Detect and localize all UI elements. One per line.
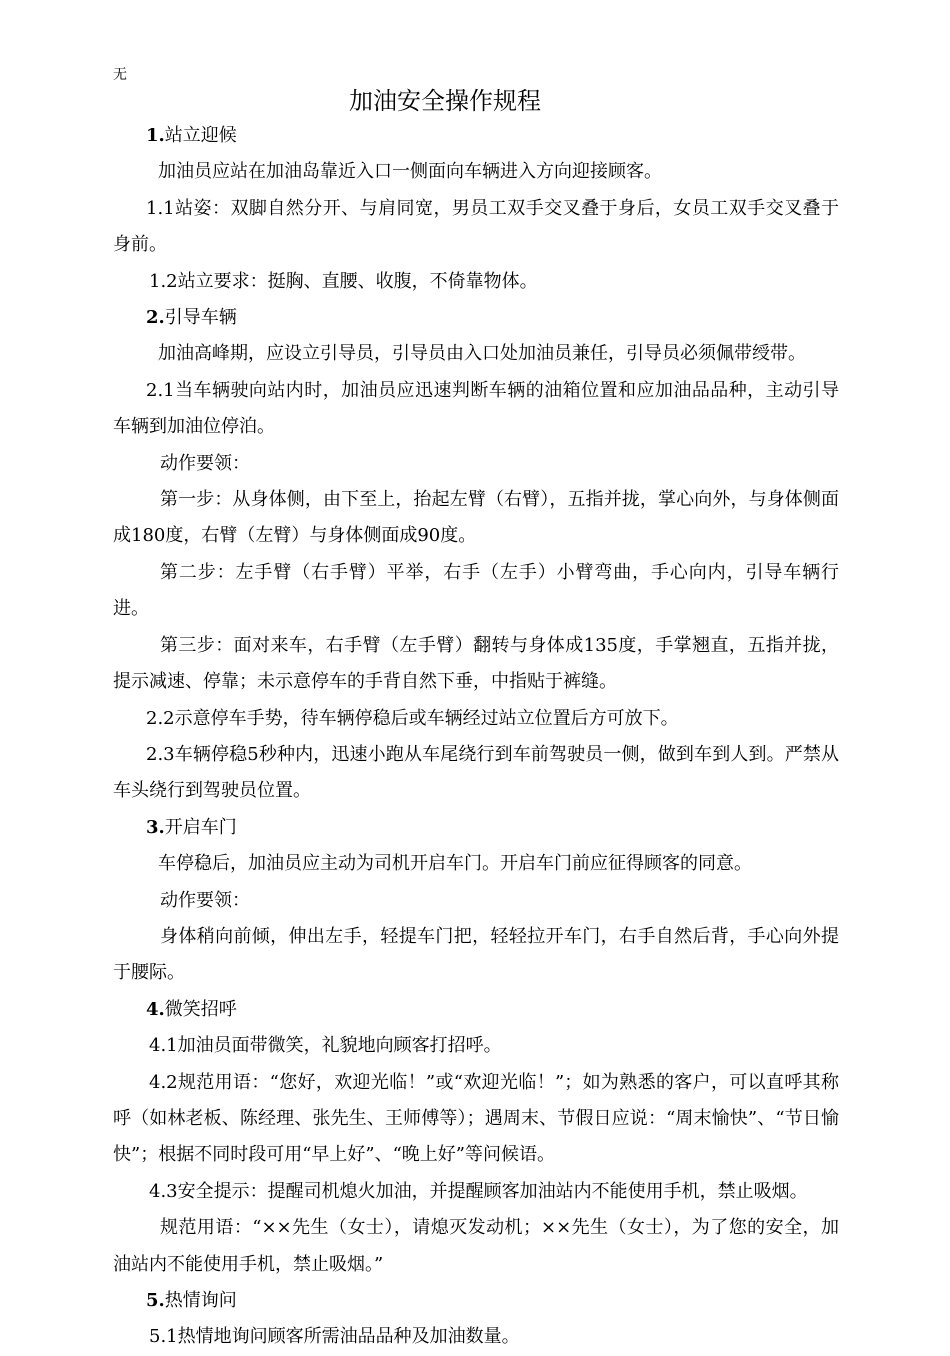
paragraph: 车停稳后，加油员应主动为司机开启车门。开启车门前应征得顾客的同意。 — [158, 853, 752, 875]
document-title: 加油安全操作规程 — [349, 87, 541, 115]
paragraph: 规范用语：“××先生（女士），请熄灭发动机；××先生（女士），为了您的安全，加油站内不能使用手机，禁止吸烟。” — [113, 1217, 839, 1275]
paragraph: 5.1热情地询问顾客所需油品品种及加油数量。 — [149, 1326, 520, 1348]
section-number: 5. — [146, 1290, 165, 1311]
paragraph: 第一步：从身体侧，由下至上，抬起左臂（右臂），五指并拢，掌心向外，与身体侧面成180度，右臂（左臂）与身体侧面成90度。 — [113, 489, 839, 547]
document-body — [113, 118, 839, 1356]
section-title: 微笑招呼 — [164, 998, 237, 1020]
section-2-heading — [113, 300, 839, 336]
paragraph: 4.3安全提示：提醒司机熄火加油，并提醒顾客加油站内不能使用手机，禁止吸烟。 — [149, 1180, 808, 1202]
section-title: 热情询问 — [164, 1290, 237, 1311]
paragraph: 第三步：面对来车，右手臂（左手臂）翻转与身体成135度，手掌翘直，五指并拢，提示减速、停靠；未示意停车的手背自然下垂，中指贴于裤缝。 — [113, 634, 839, 693]
section-number: 1. — [146, 125, 165, 146]
section-3-heading — [113, 810, 839, 846]
section-5-heading — [113, 1283, 839, 1319]
section-4-heading — [113, 992, 839, 1028]
paragraph: 1.2站立要求：挺胸、直腰、收腹，不倚靠物体。 — [149, 270, 538, 292]
paragraph: 4.1加油员面带微笑，礼貌地向顾客打招呼。 — [149, 1035, 502, 1057]
section-number: 4. — [146, 998, 165, 1020]
section-title: 站立迎候 — [164, 125, 237, 146]
section-number: 2. — [146, 307, 165, 329]
paragraph: 动作要领： — [160, 889, 250, 911]
section-title: 引导车辆 — [164, 307, 237, 329]
paragraph: 动作要领： — [160, 452, 250, 474]
paragraph: 1.1站姿：双脚自然分开、与肩同宽，男员工双手交叉叠于身后，女员工双手交叉叠于身前。 — [113, 197, 839, 256]
paragraph: 第二步：左手臂（右手臂）平举，右手（左手）小臂弯曲，手心向内，引导车辆行进。 — [113, 561, 839, 620]
paragraph: 2.2示意停车手势，待车辆停稳后或车辆经过站立位置后方可放下。 — [146, 707, 679, 729]
paragraph: 加油高峰期，应设立引导员，引导员由入口处加油员兼任，引导员必须佩带绶带。 — [158, 343, 806, 365]
paragraph: 加油员应站在加油岛靠近入口一侧面向车辆进入方向迎接顾客。 — [158, 161, 662, 183]
paragraph: 身体稍向前倾，伸出左手，轻提车门把，轻轻拉开车门，右手自然后背，手心向外提于腰际。 — [113, 925, 839, 984]
paragraph: 2.3车辆停稳5秒种内，迅速小跑从车尾绕行到车前驾驶员一侧，做到车到人到。严禁从车头绕行到驾驶员位置。 — [113, 743, 839, 802]
section-number: 3. — [146, 816, 165, 838]
header-mark: 无 — [113, 67, 127, 83]
section-title: 开启车门 — [164, 816, 237, 838]
paragraph: 4.2规范用语：“您好，欢迎光临！”或“欢迎光临！”；如为熟悉的客户，可以直呼其称呼（如林老板、陈经理、张先生、王师傅等）；遇周末、节假日应说：“周末愉快”、“节日愉快”；根据不同时段可用“早上好”、“晚上好”等问候语。 — [113, 1071, 839, 1166]
section-1-heading — [113, 118, 839, 154]
paragraph: 2.1当车辆驶向站内时，加油员应迅速判断车辆的油箱位置和应加油品品种，主动引导车辆到加油位停泊。 — [113, 379, 839, 438]
